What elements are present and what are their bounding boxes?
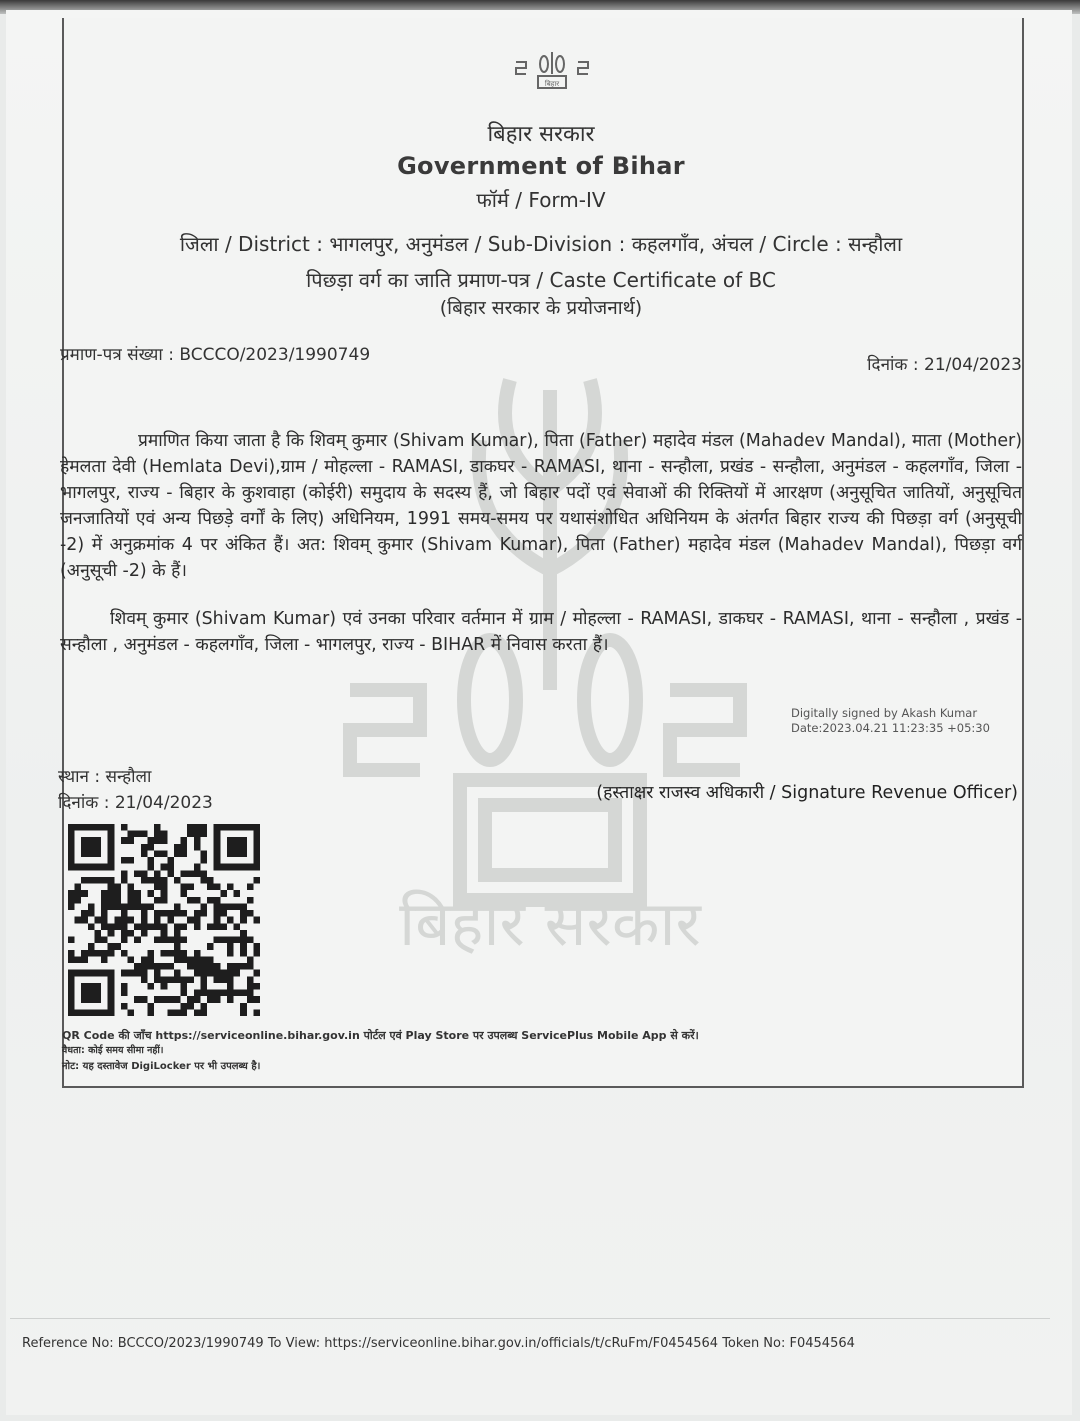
- signature-revenue-officer: (हस्ताक्षर राजस्व अधिकारी / Signature Revenue Officer): [596, 783, 1018, 803]
- certificate-number: प्रमाण-पत्र संख्या : BCCCO/2023/1990749: [60, 345, 371, 365]
- caste-certificate-title: पिछड़ा वर्ग का जाति प्रमाण-पत्र / Caste Certificate of BC: [306, 268, 776, 292]
- digital-signature: [791, 706, 990, 736]
- sign-date: दिनांक : 21/04/2023: [58, 793, 213, 813]
- digital-signature-signer: Digitally signed by Akash Kumar: [791, 706, 978, 720]
- validity-note: वैधता: कोई समय सीमा नहीं।: [62, 1045, 164, 1056]
- place-line: स्थान : सन्हौला: [58, 767, 152, 787]
- residence-paragraph: शिवम् कुमार (Shivam Kumar) एवं उनका परिवार वर्तमान में ग्राम / मोहल्ला - RAMASI, डाकघर - RAMASI, थाना - सन्हौला , प्रखंड - सन्हौला , अनुमंडल - कहलगाँव, जिला - भागलपुर, राज्य - BIHAR में निवास करता हैं।: [60, 609, 1022, 655]
- certification-paragraph: प्रमाणित किया जाता है कि शिवम् कुमार (Shivam Kumar), पिता (Father) महादेव मंडल (Mahadev Mandal), माता (Mother) हेमलता देवी (Hemlata Devi),ग्राम / मोहल्ला - RAMASI, डाकघर - RAMASI, थाना - सन्हौला, प्रखंड - सन्हौला, अनुमंडल - कहलगाँव, जिला - भागलपुर, राज्य - बिहार के कुशवाहा (कोईरी) समुदाय के सदस्य हैं, जो बिहार पदों एवं सेवाओं की रिक्तियों में आरक्षण (अनुसूचित जातियों, अनुसूचित जनजातियों एवं अन्य पिछड़े वर्गों के लिए) अधिनियम, 1991 समय-समय पर यथासंशोधित अधिनियम के अंतर्गत बिहार राज्य की पिछड़ा वर्ग (अनुसूची -2) में अनुक्रमांक 4 पर अंकित हैं। अत: शिवम् कुमार (Shivam Kumar), पिता (Father) महादेव मंडल (Mahadev Mandal), पिछड़ा वर्ग (अनुसूची -2) के हैं।: [60, 431, 1022, 581]
- bihar-emblem-icon: [510, 48, 594, 92]
- issue-date: दिनांक : 21/04/2023: [867, 355, 1022, 375]
- qr-modules: [68, 824, 260, 1016]
- district-line: जिला / District : भागलपुर, अनुमंडल / Sub-Division : कहलगाँव, अंचल / Circle : सन्हौला: [179, 232, 903, 256]
- footer-divider: [10, 1318, 1050, 1319]
- form-label: फॉर्म / Form-IV: [476, 188, 606, 212]
- digilocker-note: नोट: यह दस्तावेज DigiLocker पर भी उपलब्ध है।: [62, 1061, 261, 1072]
- title-english: Government of Bihar: [397, 152, 685, 180]
- svg-text:बिहार: बिहार: [544, 80, 560, 88]
- watermark-text: बिहार सरकार: [399, 887, 701, 960]
- qr-code-icon[interactable]: [66, 824, 262, 1016]
- title-hindi: बिहार सरकार: [487, 122, 595, 147]
- qr-verification-note: QR Code की जाँच https://serviceonline.bihar.gov.in पोर्टल एवं Play Store पर उपलब्ध ServicePlus Mobile App से करें।: [62, 1029, 699, 1042]
- purpose-line: (बिहार सरकार के प्रयोजनार्थ): [439, 297, 643, 319]
- reference-footer: Reference No: BCCCO/2023/1990749 To View: https://serviceonline.bihar.gov.in/officials/t/cRuFm/F0454564 Token No: F0454564: [22, 1336, 855, 1351]
- digital-signature-date: Date:2023.04.21 11:23:35 +05:30: [791, 721, 990, 735]
